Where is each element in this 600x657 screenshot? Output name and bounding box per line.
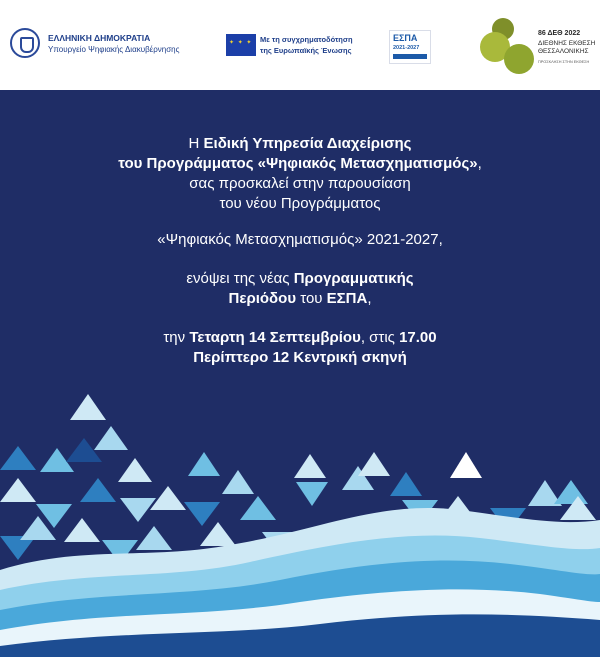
text-span: , [477,155,482,172]
triangle-shape [80,478,116,502]
greek-government-logo [10,28,210,62]
coat-of-arms-icon [10,28,40,58]
triangle-shape [222,470,254,494]
espa-title: ΕΣΠΑ [393,33,418,43]
triangle-shape [118,458,152,482]
triangle-shape [450,452,482,478]
program-name: του Προγράμματος «Ψηφιακός Μετασχηματισμός» [118,155,478,172]
circle-icon [504,44,534,74]
triangle-shape [188,452,220,476]
invitation-text [0,134,600,368]
triangle-shape [136,526,172,550]
triangle-shape [358,452,390,476]
line-5: «Ψηφιακός Μετασχηματισμός» 2021-2027, [157,231,443,248]
government-name: ΕΛΛΗΝΙΚΗ ΔΗΜΟΚΡΑΤΙΑ [48,33,151,43]
tif-logo [480,14,596,82]
text-span: , [367,290,372,307]
tif-tagline: ΠΡΟΣΚΛΗΣΗ ΣΤΗΝ ΕΚΘΕΣΗ [538,60,590,64]
text-span: , στις [360,329,400,346]
line-6 [0,269,600,289]
triangle-shape [0,446,36,470]
triangle-shape [294,454,326,478]
text-bold: ΕΣΠΑ [326,290,368,307]
line-8 [0,328,600,348]
espa-logo [389,30,431,64]
text-span: του [296,290,327,307]
tif-name-1: ΔΙΕΘΝΗΣ ΕΚΘΕΣΗ [538,40,596,47]
line-7 [0,289,600,309]
eu-line-1: Με τη συγχρηματοδότηση [260,35,353,44]
eu-flag-icon [226,34,256,56]
text-bold: Προγραμματικής [293,270,414,287]
triangle-shape [70,394,106,420]
event-location: Περίπτερο 12 Κεντρική σκηνή [193,349,407,366]
triangle-shape [0,478,36,502]
eu-line-2: της Ευρωπαϊκής Ένωσης [260,46,352,55]
text-span: Η [188,135,204,152]
line-1 [0,134,600,154]
line-3: σας προσκαλεί στην παρουσίαση [189,175,411,192]
line-2 [0,154,600,174]
line-9 [0,348,600,368]
line-4: του νέου Προγράμματος [219,195,381,212]
eu-cofunding-logo [226,34,366,58]
tif-edition: 86 ΔΕΘ 2022 [538,30,581,37]
text-span: την [163,329,190,346]
invitation-panel [0,90,600,657]
triangle-shape [296,482,328,506]
organization-name: Ειδική Υπηρεσία Διαχείρισης [203,135,412,152]
triangle-shape [94,426,128,450]
text-bold: Περιόδου [228,290,297,307]
ministry-name: Υπουργείο Ψηφιακής Διακυβέρνησης [48,45,180,54]
event-date: Τεταρτη 14 Σεπτεμβρίου [189,329,361,346]
triangle-shape [554,480,588,504]
triangle-shape [184,502,220,526]
event-time: 17.00 [399,329,437,346]
triangle-shape [64,518,100,542]
text-span: ενόψει της νέας [186,270,294,287]
header [0,0,600,90]
tif-name-2: ΘΕΣΣΑΛΟΝΙΚΗΣ [538,48,589,55]
triangle-shape [390,472,422,496]
triangle-shape [240,496,276,520]
triangle-shape [200,522,236,546]
espa-period: 2021-2027 [393,45,420,51]
